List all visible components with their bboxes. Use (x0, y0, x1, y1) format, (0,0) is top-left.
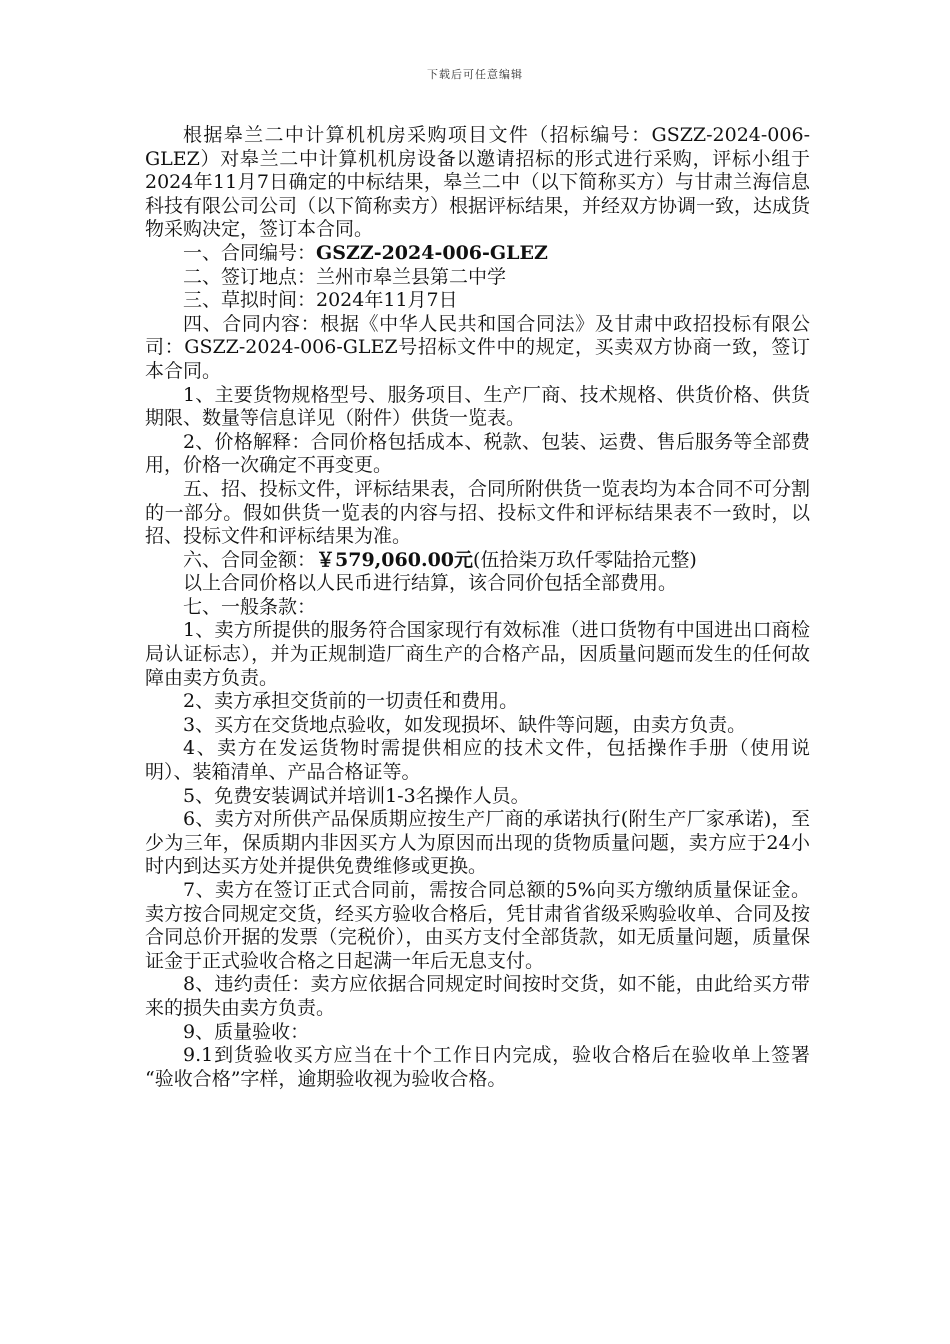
term-9-heading: 9、质量验收： (183, 1020, 310, 1043)
term-3: 3、买方在交货地点验收，如发现损坏、缺件等问题，由卖方负责。 (183, 713, 747, 736)
page-header: 下载后可任意编辑 (427, 68, 523, 81)
intro-paragraph: 根据皋兰二中计算机机房采购项目文件（招标编号：GSZZ-2024-006-GLEZ）对皋兰二中计算机机房设备以邀请招标的形式进行采购，评标小组于2024年11月7日确定的中标结果，皋兰二中（以下简称买方）与甘肃兰海信息科技有限公司公司（以下简称卖方）根据评标结果，并经双方协调一致，达成货物采购决定，签订本合同。 (145, 124, 811, 241)
contract-amount-label: 六、合同金额： (183, 548, 317, 571)
term-5: 5、免费安装调试并培训1-3名操作人员。 (183, 784, 530, 807)
contract-number-value: GSZZ-2024-006-GLEZ (316, 241, 548, 264)
term-6: 6、卖方对所供产品保质期应按生产厂商的承诺执行(附生产厂家承诺)，至少为三年，保质期内非因买方人为原因而出现的货物质量问题，卖方应于24小时内到达买方处并提供免费维修或更换。 (145, 808, 810, 878)
clause-bid-documents: 五、招、投标文件，评标结果表，合同所附供货一览表均为本合同不可分割的一部分。假如供货一览表的内容与招、投标文件和评标结果表不一致时，以招、投标文件和评标结果为准。 (145, 477, 811, 548)
signing-place-line: 二、签订地点：兰州市皋兰县第二中学 (183, 265, 507, 288)
term-4: 4、卖方在发运货物时需提供相应的技术文件，包括操作手册（使用说明）、装箱清单、产品合格证等。 (145, 737, 810, 784)
contract-number-line (145, 242, 810, 266)
term-9-1: 9.1到货验收买方应当在十个工作日内完成，验收合格后在验收单上签署 “验收合格”字样，逾期验收视为验收合格。 (145, 1044, 810, 1090)
contract-number-label: 一、合同编号： (183, 241, 317, 264)
clause-goods-spec: 1、主要货物规格型号、服务项目、生产厂商、技术规格、供货价格、供货期限、数量等信息详见（附件）供货一览表。 (145, 383, 810, 430)
clause-price-explanation: 2、价格解释：合同价格包括成本、税款、包装、运费、售后服务等全部费用，价格一次确定不再变更。 (145, 430, 810, 477)
general-terms-heading: 七、一般条款： (183, 595, 317, 618)
term-7: 7、卖方在签订正式合同前，需按合同总额的5%向买方缴纳质量保证金。卖方按合同规定交货，经买方验收合格后，凭甘肃省省级采购验收单、合同及按合同总价开据的发票（完税价），由买方支付全部货款，如无质量问题，质量保证金于正式验收合格之日起满一年后无息支付。 (145, 879, 811, 972)
document-body (145, 124, 810, 1091)
term-2: 2、卖方承担交货前的一切责任和费用。 (183, 690, 519, 713)
contract-content-paragraph: 四、合同内容：根据《中华人民共和国合同法》及甘肃中政招投标有限公司：GSZZ-2024-006-GLEZ号招标文件中的规定，买卖双方协商一致，签订本合同。 (145, 312, 810, 382)
contract-amount-line (145, 549, 810, 573)
term-1: 1、卖方所提供的服务符合国家现行有效标准（进口货物有中国进出口商检局认证标志），并为正规制造厂商生产的合格产品，因质量问题而发生的任何故障由卖方负责。 (145, 619, 810, 689)
term-8: 8、违约责任：卖方应依据合同规定时间按时交货，如不能，由此给买方带来的损失由卖方负责。 (145, 973, 810, 1019)
contract-amount-value: ￥579,060.00元 (316, 548, 474, 571)
draft-time-line: 三、草拟时间：2024年11月7日 (183, 289, 458, 312)
contract-amount-words: (伍拾柒万玖仟零陆拾元整) (473, 548, 697, 571)
settlement-line: 以上合同价格以人民币进行结算，该合同价包括全部费用。 (183, 572, 678, 595)
